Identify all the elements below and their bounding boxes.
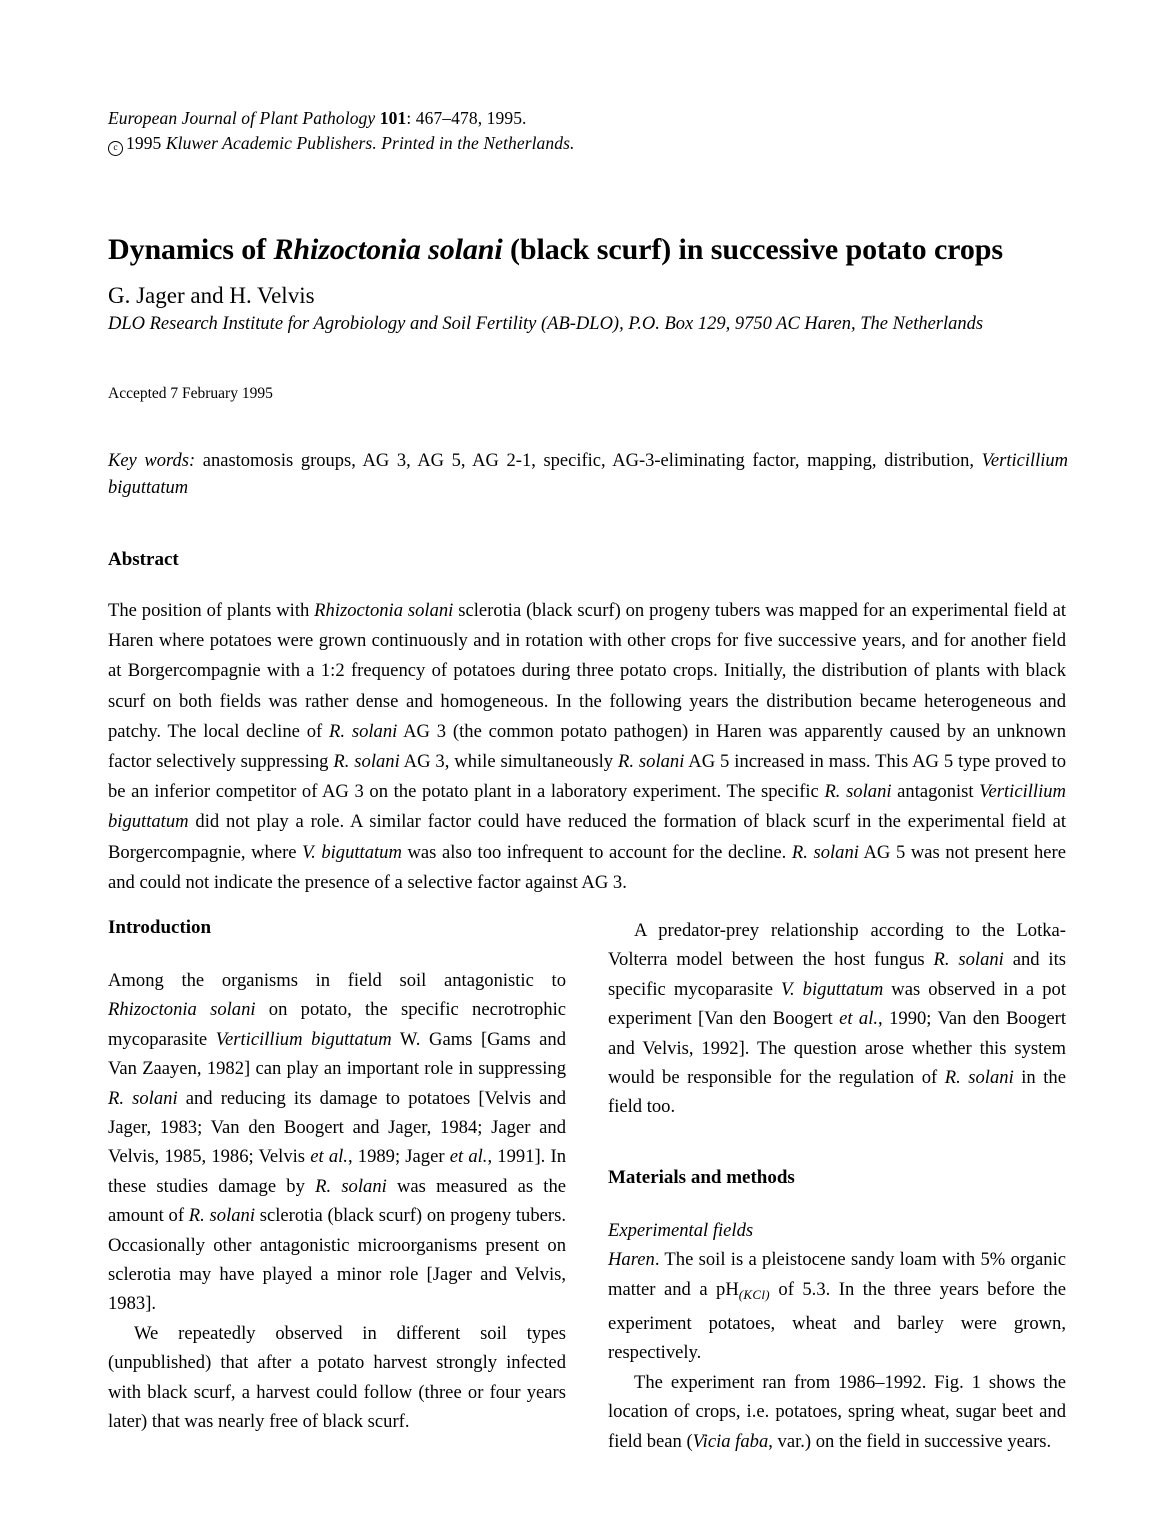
body-text: in the field too. <box>608 1067 1066 1118</box>
abstract-body <box>108 596 1066 898</box>
abstract-text: did not play a role. A similar factor could have reduced the formation of black scurf in the experimental field at Borgercompagnie, where <box>108 811 1066 863</box>
ph-subscript: (KCl) <box>738 1286 770 1302</box>
species-name: R. solani <box>944 1067 1014 1089</box>
et-al: et al. <box>310 1146 348 1168</box>
abstract-text: antagonist <box>891 781 980 803</box>
abstract-text: AG 3 (the common potato pathogen) in Haren was apparently caused by an unknown factor selectively suppressing <box>108 720 1066 773</box>
et-al: et al. <box>839 1008 879 1030</box>
journal-header <box>108 106 1068 156</box>
copyright-line <box>108 131 1068 156</box>
et-al: et al. <box>449 1146 488 1168</box>
field-name: Haren <box>608 1249 655 1271</box>
abstract-species: V. biguttatum <box>302 841 402 863</box>
abstract-species: R. solani <box>791 841 859 863</box>
right-paragraph-1 <box>608 916 1066 1122</box>
body-text: , 1990; Van den Boogert and Velvis, 1992]. The question arose whether this system would be responsible for the regulation of <box>608 1008 1066 1089</box>
journal-citation-line <box>108 106 1068 131</box>
body-text: on potato, the specific necrotrophic mycoparasite <box>108 999 567 1050</box>
abstract-species: Rhizoctonia solani <box>314 600 454 621</box>
abstract-species: R. solani <box>824 781 892 803</box>
intro-paragraph-1 <box>108 966 566 1319</box>
abstract-text: AG 5 increased in mass. This AG 5 type proved to be an inferior competitor of AG 3 on the potato plant in a laboratory experiment. The specific <box>108 751 1066 803</box>
keywords-list: anastomosis groups, AG 3, AG 5, AG 2-1, specific, AG-3-eliminating factor, mapping, distribution, <box>195 451 982 471</box>
species-name: Rhizoctonia solani <box>108 999 256 1021</box>
body-text: The experiment ran from 1986–1992. Fig. 1 shows the location of crops, i.e. potatoes, spring wheat, sugar beet and field bean ( <box>608 1371 1066 1452</box>
affiliation: DLO Research Institute for Agrobiology and Soil Fertility (AB-DLO), P.O. Box 129, 9750 AC Haren, The Netherlands <box>108 314 984 334</box>
left-column <box>108 916 566 1437</box>
keywords-label: Key words: <box>108 451 196 471</box>
printed-in: . Printed in the Netherlands. <box>372 133 575 153</box>
species-name: V. biguttatum <box>781 978 884 1000</box>
species-name: Vicia faba <box>692 1430 769 1452</box>
body-text: , 1989; Jager <box>347 1146 450 1168</box>
body-text: and reducing its damage to potatoes [Velvis and Jager, 1983; Van den Boogert and Jager, 1984; Jager and Velvis, 1985, 1986; Velvis <box>108 1087 566 1168</box>
body-text: was observed in a pot experiment [Van den Boogert <box>608 978 1066 1030</box>
experimental-fields-subheading: Experimental fields <box>608 1219 754 1241</box>
experiment-paragraph <box>608 1368 1066 1456</box>
body-text: W. Gams [Gams and Van Zaayen, 1982] can play an important role in suppressing <box>108 1028 567 1080</box>
right-column <box>608 916 1066 1456</box>
author-list: G. Jager and H. Velvis <box>108 283 315 308</box>
body-text: , var.) on the field in successive years. <box>768 1430 1052 1452</box>
title-prefix: Dynamics of <box>108 233 274 267</box>
species-name: R. solani <box>315 1175 387 1197</box>
species-name: Verticillium biguttatum <box>215 1028 392 1050</box>
abstract-species: R. solani <box>618 751 685 773</box>
abstract-text: The position of plants with <box>108 600 315 621</box>
intro-paragraph-2: We repeatedly observed in different soil types (unpublished) that after a potato harvest strongly infected with black scurf, a harvest could follow (three or four years later) that was nearly free of black scurf. <box>108 1322 566 1433</box>
abstract-species: Verticillium biguttatum <box>108 781 1066 833</box>
abstract-text: AG 3, while simultaneously <box>399 751 619 773</box>
body-text: . The soil is a pleistocene sandy loam with 5% organic matter and a pH <box>608 1249 1066 1300</box>
accepted-date: Accepted 7 February 1995 <box>108 385 273 402</box>
publisher-name: Kluwer Academic Publishers <box>165 133 373 153</box>
keywords <box>108 448 1068 502</box>
abstract-text: was also too infrequent to account for the decline. <box>401 841 792 863</box>
body-text: Among the organisms in field soil antagonistic to <box>108 970 566 991</box>
materials-heading: Materials and methods <box>608 1166 795 1188</box>
abstract-text: AG 5 was not present here and could not indicate the presence of a selective factor against AG 3. <box>108 841 1066 893</box>
page-title <box>108 231 1078 269</box>
title-species: Rhizoctonia solani <box>273 233 503 267</box>
haren-paragraph <box>608 1245 1066 1368</box>
body-text: and its specific mycoparasite <box>608 949 1066 1000</box>
species-name: R. solani <box>188 1205 256 1227</box>
species-name: R. solani <box>108 1087 178 1109</box>
title-suffix: (black scurf) in successive potato crops <box>502 233 1003 267</box>
body-text: , 1991]. In these studies damage by <box>108 1146 566 1197</box>
abstract-heading: Abstract <box>108 549 179 570</box>
abstract-species: R. solani <box>333 751 400 773</box>
abstract-text: sclerotia (black scurf) on progeny tubers was mapped for an experimental field at Haren where potatoes were grown continuously and in rotation with other crops for five successive years, and for another field at Borgercompagnie with a 1:2 frequency of potatoes during three potato crops. Initially, the distribution of plants with black scurf on both fields was rather dense and homogeneous. In the following years the distribution became heterogeneous and patchy. The local decline of <box>108 600 1067 742</box>
abstract-species: R. solani <box>329 720 398 742</box>
journal-volume: 101 <box>379 108 407 128</box>
journal-name: European Journal of Plant Pathology <box>108 108 376 128</box>
copyright-icon: c <box>108 141 123 156</box>
introduction-heading: Introduction <box>108 917 212 938</box>
body-text: was measured as the amount of <box>108 1175 566 1227</box>
body-text: sclerotia (black scurf) on progeny tubers. Occasionally other antagonistic microorganisms present on sclerotia may have played a minor role [Jager and Velvis, 1983]. <box>108 1205 566 1315</box>
copyright-year: 1995 <box>126 133 162 153</box>
body-text: of 5.3. In the three years before the experiment potatoes, wheat and barley were grown, respectively. <box>608 1278 1066 1364</box>
species-name: R. solani <box>933 949 1004 971</box>
keywords-species: Verticillium biguttatum <box>108 451 1068 498</box>
journal-pages: : 467–478, 1995. <box>406 108 527 128</box>
body-text: A predator-prey relationship according to the Lotka-Volterra model between the host fungus <box>608 920 1066 971</box>
